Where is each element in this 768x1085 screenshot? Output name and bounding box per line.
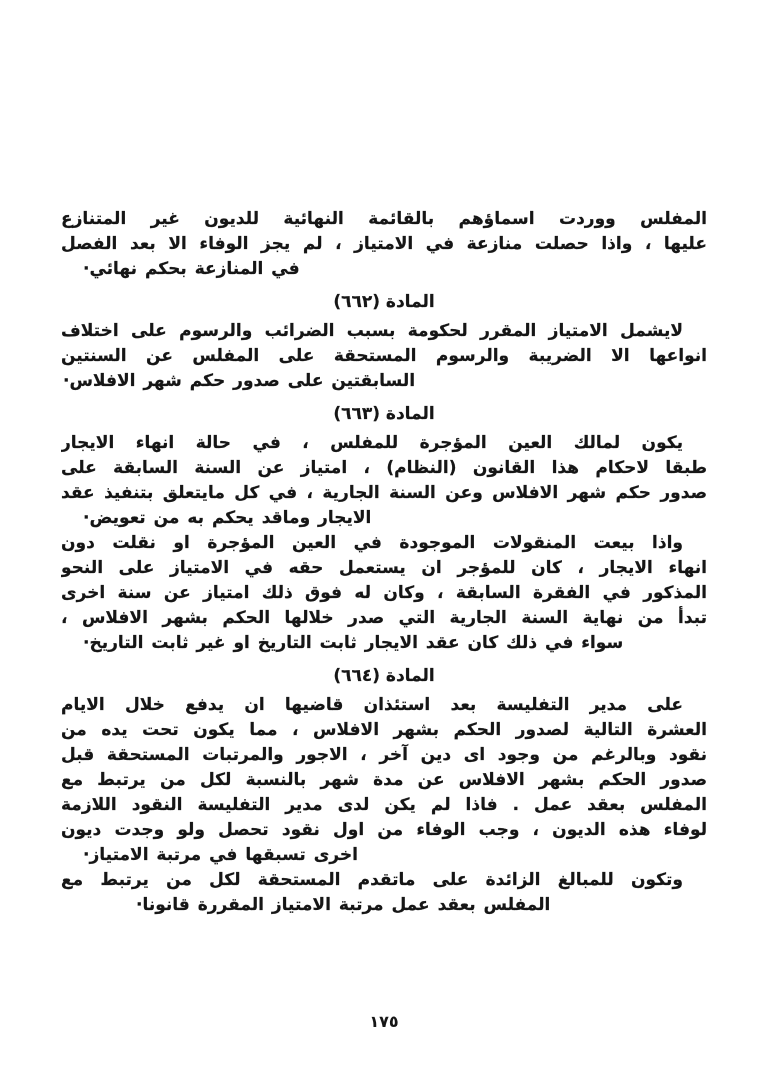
paragraph-article-662 — [61, 319, 707, 394]
text-line: المفلس بعقد عمل . فاذا لم يكن لدى مدير التفليسة النقود اللازمة — [61, 795, 707, 815]
article-heading-664: المادة (٦٦٤) — [333, 666, 435, 686]
text-line: لايشمل الامتياز المقرر لحكومة بسبب الضرائب والرسوم على اختلاف — [61, 321, 683, 341]
text-line: اخرى تسبقها في مرتبة الامتياز· — [83, 845, 358, 865]
text-line: طبقا لاحكام هذا القانون (النظام) ، امتياز عن السنة السابقة على — [61, 458, 707, 478]
text-line: على مدير التفليسة بعد استئذان قاضيها ان يدفع خلال الايام — [61, 695, 683, 715]
text-line: سواء في ذلك كان عقد الايجار ثابت التاريخ او غير ثابت التاريخ· — [83, 633, 624, 653]
article-heading-662: المادة (٦٦٢) — [333, 292, 435, 312]
page-number: ١٧٥ — [369, 1012, 399, 1031]
text-line: العشرة التالية لصدور الحكم بشهر الافلاس ، مما يكون تحت يده من — [61, 720, 707, 740]
text-line: وتكون للمبالغ الزائدة على ماتقدم المستحقة لكل من يرتبط مع — [61, 870, 683, 890]
text-line: انواعها الا الضريبة والرسوم المستحقة على المفلس عن السنتين — [61, 346, 707, 366]
text-line: السابقتين على صدور حكم شهر الافلاس· — [63, 371, 416, 391]
text-line: صدور حكم شهر الافلاس وعن السنة الجارية ، في كل مايتعلق بتنفيذ عقد — [61, 483, 707, 503]
text-line: صدور الحكم بشهر الافلاس عن مدة شهر بالنسبة لكل من يرتبط مع — [61, 770, 707, 790]
text-line: المذكور في الفقرة السابقة ، وكان له فوق ذلك امتياز عن سنة اخرى — [61, 583, 707, 603]
text-line: لوفاء هذه الديون ، وجب الوفاء من اول نقود تحصل ولو وجدت ديون — [61, 820, 707, 840]
paragraph-article-663-1 — [61, 431, 707, 531]
text-line: تبدأ من نهاية السنة الجارية التي صدر خلالها الحكم بشهر الافلاس ، — [61, 608, 707, 628]
text-line: واذا بيعت المنقولات الموجودة في العين المؤجرة او نقلت دون — [61, 533, 683, 553]
paragraph-continuation — [61, 207, 707, 282]
text-block — [61, 207, 707, 918]
text-line: المفلس ووردت اسماؤهم بالقائمة النهائية للديون غير المتنازع — [61, 209, 707, 229]
text-line: انهاء الايجار ، كان للمؤجر ان يستعمل حقه في الامتياز على النحو — [61, 558, 707, 578]
text-line: المفلس بعقد عمل مرتبة الامتياز المقررة قانونا· — [136, 895, 551, 915]
paragraph-article-664-1 — [61, 693, 707, 868]
paragraph-article-663-2 — [61, 531, 707, 656]
article-heading-663: المادة (٦٦٣) — [333, 404, 435, 424]
text-line: يكون لمالك العين المؤجرة للمفلس ، في حالة انهاء الايجار — [61, 433, 683, 453]
text-line: نقود وبالرغم من وجود اى دين آخر ، الاجور والمرتبات المستحقة قبل — [61, 745, 707, 765]
text-line: في المنازعة بحكم نهائي· — [83, 259, 300, 279]
paragraph-article-664-2 — [61, 868, 707, 918]
text-line: الايجار وماقد يحكم به من تعويض· — [83, 508, 372, 528]
text-line: عليها ، واذا حصلت منازعة في الامتياز ، لم يجز الوفاء الا بعد الفصل — [61, 234, 707, 254]
